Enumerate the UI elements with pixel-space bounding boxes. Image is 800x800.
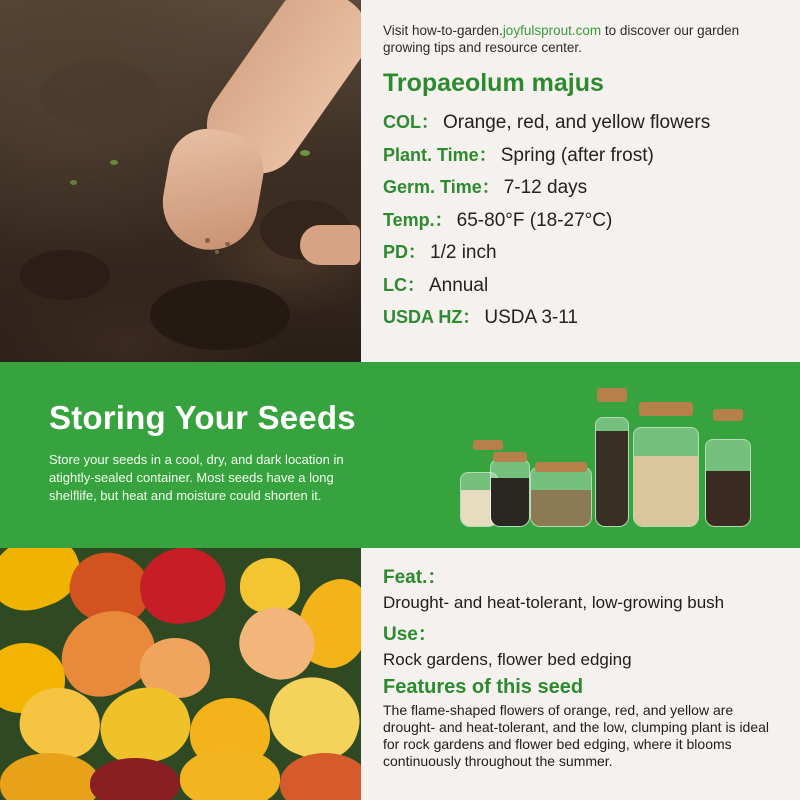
top-section (0, 0, 800, 362)
site-link[interactable]: joyfulsprout.com (502, 23, 602, 38)
visit-prefix: Visit how-to-garden. (383, 23, 503, 38)
use-value: Rock gardens, flower bed edging (383, 650, 632, 669)
jar-icon (705, 439, 751, 527)
property-value: Spring (after frost) (500, 144, 654, 166)
visit-text (383, 22, 783, 56)
property-key: Plant. Time： (383, 144, 497, 165)
seed-jars-image (455, 382, 765, 527)
property-life-cycle (383, 271, 800, 304)
property-key: Temp.： (383, 209, 453, 230)
nasturtium-flowers-photo (0, 548, 361, 800)
property-value: 65-80°F (18-27°C) (456, 209, 613, 231)
property-key: Germ. Time： (383, 177, 500, 197)
jar-lid (597, 388, 627, 402)
jar-icon (530, 467, 592, 527)
property-plant-time (383, 141, 800, 174)
jar-icon (595, 417, 629, 527)
property-value: USDA 3-11 (484, 307, 578, 328)
features-description: The flame-shaped flowers of orange, red, and yellow are drought- and heat-tolerant, and the low, clumping plant is ideal for rock gardens and flower bed edging, where it blooms continuously throughout the summer. (383, 702, 770, 769)
jar-lid (493, 452, 527, 462)
property-germ-time (383, 173, 800, 206)
property-temperature (383, 206, 800, 239)
property-hardiness-zone (383, 303, 800, 336)
property-key: USDA HZ： (383, 307, 481, 327)
property-planting-depth (383, 238, 800, 271)
jar-icon (490, 459, 530, 527)
jar-lid (713, 409, 743, 421)
property-value: 1/2 inch (430, 242, 497, 263)
visit-suffix: to discover our garden growing tips and resource center. (383, 23, 740, 55)
jar-lid (639, 402, 693, 416)
property-key: LC： (383, 274, 425, 295)
jar-lid (473, 440, 503, 450)
use-label: Use： (383, 624, 437, 645)
property-color (383, 108, 800, 141)
property-key: COL： (383, 112, 439, 132)
storing-title: Storing Your Seeds (49, 399, 356, 436)
property-value: 7-12 days (503, 177, 588, 198)
jar-lid (535, 462, 587, 472)
jar-icon (633, 427, 699, 527)
feat-value: Drought- and heat-tolerant, low-growing bush (383, 593, 725, 612)
plant-info-panel (361, 0, 800, 362)
features-panel (361, 548, 800, 800)
storing-text: Store your seeds in a cool, dry, and dark location in atightly-sealed container. Most seeds have a long shelflife, but heat and moisture could shorten it. (49, 452, 344, 503)
feat-label: Feat.： (383, 567, 447, 588)
property-value: Annual (429, 274, 489, 296)
soil-hand-photo (0, 0, 361, 362)
features-title: Features of this seed (383, 676, 584, 698)
storing-seeds-band (0, 362, 800, 548)
property-value: Orange, red, and yellow flowers (443, 112, 711, 133)
property-key: PD： (383, 242, 427, 262)
species-name: Tropaeolum majus (383, 69, 604, 97)
